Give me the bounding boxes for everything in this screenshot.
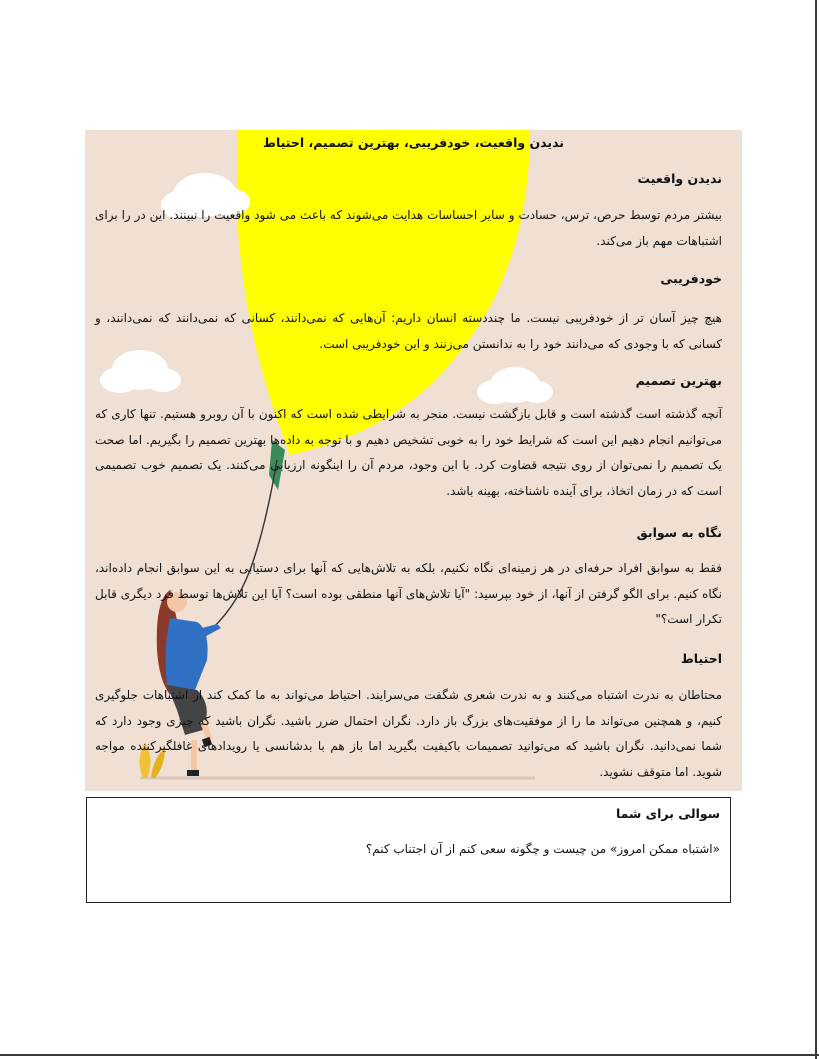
question-box	[86, 797, 731, 903]
section-text: آنچه گذشته است گذشته است و قابل بازگشت نیست. منجر به شرایطی شده است که اکنون با آن روبرو هستیم. تنها کاری که می‌توانیم انجام دهیم این است که شرایط خود را به خوبی تشخیص دهیم و با توجه به داده‌ها بهترین تصمیم را بگیریم. اما صحت یک تصمیم را نمی‌توان از روی نتیجه قضاوت کرد. با این وجود، مردم آن را اینگونه ارزیابی می‌کنند. یک تصمیم خوب تصمیمی است که در زمان اتخاذ، برای آینده ناشناخته، بهینه باشد.	[95, 407, 722, 498]
page-edge-bottom	[0, 1054, 819, 1056]
question-title: سوالی برای شما	[615, 806, 720, 821]
section-heading: خودفریبی	[660, 271, 722, 286]
section-heading: احتیاط	[680, 651, 722, 666]
article-title: ندیدن واقعیت، خودفریبی، بهترین تصمیم، احتیاط	[262, 135, 565, 150]
section-text: بیشتر مردم توسط حرص، ترس، حسادت و سایر احساسات هدایت می‌شوند که باعث می شود واقعیت را نبینند. این در را برای اشتباهات مهم باز می‌کند.	[95, 208, 722, 248]
section-text: فقط به سوابق افراد حرفه‌ای در هر زمینه‌ای نگاه نکنیم، بلکه به تلاش‌هایی که آنها برای دستیابی به این سوابق انجام داده‌اند، نگاه کنیم. برای الگو گرفتن از آنها، از خود بپرسید: "آیا تلاش‌های آنها منطقی بوده است؟ آیا این تلاش‌ها توسط فرد دیگری قابل تکرار است؟"	[95, 561, 722, 626]
question-text: «اشتباه ممکن امروز» من چیست و چگونه سعی کنم از آن اجتناب کنم؟	[365, 842, 720, 856]
page-edge-right	[815, 0, 817, 1059]
section-heading: بهترین تصمیم	[635, 373, 722, 388]
section-text: هیچ چیز آسان تر از خودفریبی نیست. ما چنددسته انسان داریم: آن‌هایی که نمی‌دانند، کسانی که نمی‌دانند که نمی‌دانند، و کسانی که با وجودی که می‌دانند خود را به ندانستن می‌زنند و این خودفریبی است.	[95, 311, 722, 351]
section-text: محتاطان به ندرت اشتباه می‌کنند و به ندرت شعری شگفت می‌سرایند. احتیاط می‌تواند به ما کمک کند از اشتباهات جلوگیری کنیم، و همچنین می‌تواند ما را از موفقیت‌های بزرگ باز دارد. نگران احتمال ضرر باشید. نگران باشید که چیزی وجود دارد که شما نمی‌دانید. نگران باشید که می‌توانید تصمیمات باکیفیت بگیرید اما باز هم با بدشانسی یا رویدادهای غافلگیرکننده مواجه شوید. اما متوقف نشوید.	[95, 688, 722, 779]
section-heading: نگاه به سوابق	[636, 525, 722, 540]
article-content	[85, 130, 742, 791]
section-heading: ندیدن واقعیت	[637, 171, 722, 186]
